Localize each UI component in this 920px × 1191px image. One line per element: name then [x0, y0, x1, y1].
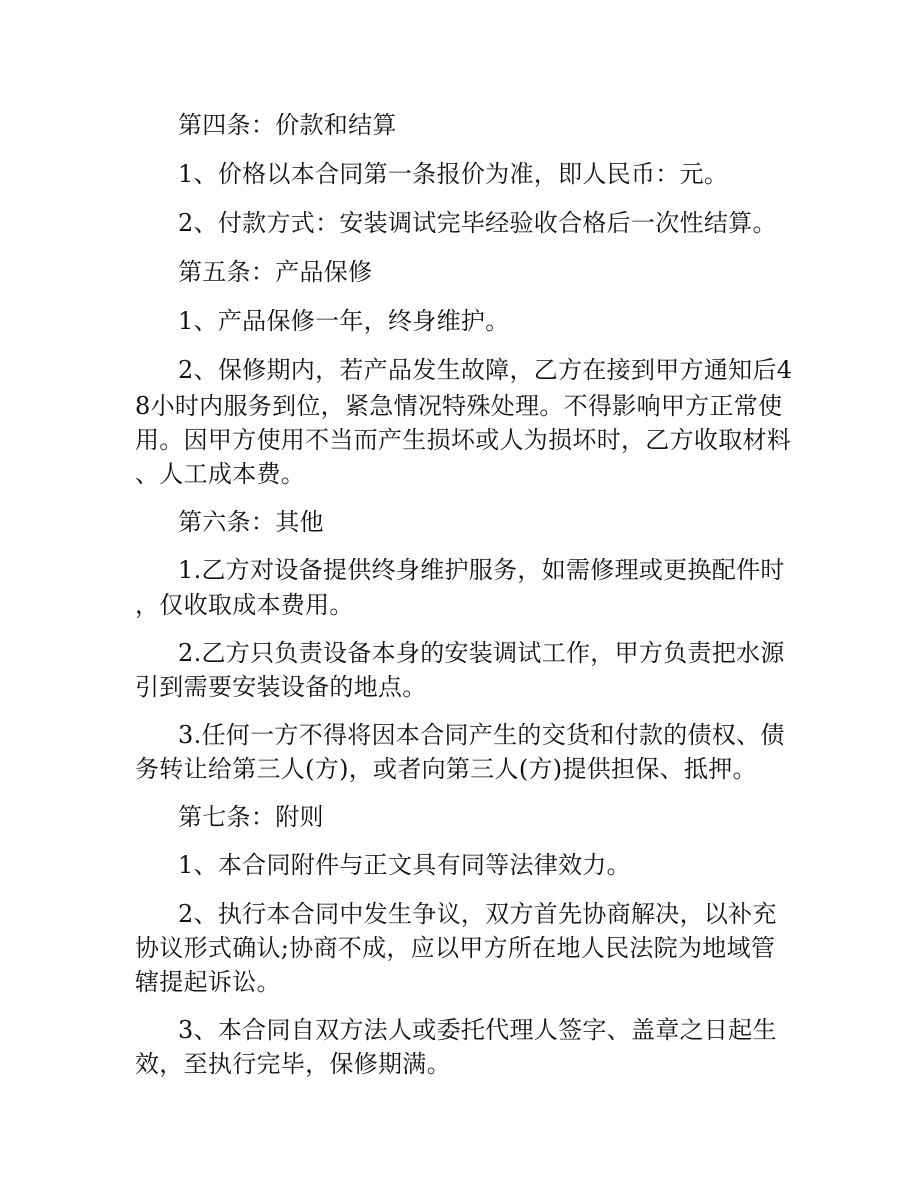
- paragraph-line: 引到需要安装设备的地点。: [135, 673, 427, 701]
- paragraph-line: 2.乙方只负责设备本身的安装调试工作，甲方负责把水源: [178, 639, 785, 667]
- paragraph-line: 用。因甲方使用不当而产生损坏或人为损坏时，乙方收取材料: [135, 426, 792, 454]
- paragraph-line: 2、执行本合同中发生争议，双方首先协商解决，以补充: [178, 900, 777, 928]
- paragraph-line: ，仅收取成本费用。: [135, 591, 354, 619]
- paragraph-line: 1、产品保修一年，终身维护。: [178, 307, 510, 335]
- paragraph-line: 3、本合同自双方法人或委托代理人签字、盖章之日起生: [178, 1016, 777, 1044]
- paragraph-line: 2、保修期内，若产品发生故障，乙方在接到甲方通知后4: [178, 356, 793, 384]
- paragraph-line: 2、付款方式：安装调试完毕经验收合格后一次性结算。: [178, 209, 777, 237]
- section-heading: 第六条：其他: [178, 508, 324, 536]
- paragraph-line: 1、本合同附件与正文具有同等法律效力。: [178, 851, 631, 879]
- section-heading: 第四条：价款和结算: [178, 111, 397, 139]
- paragraph-line: 务转让给第三人(方)，或者向第三人(方)提供担保、抵押。: [135, 755, 757, 783]
- paragraph-line: 、人工成本费。: [135, 460, 306, 488]
- paragraph-line: 3.任何一方不得将因本合同产生的交货和付款的债权、债: [178, 721, 785, 749]
- paragraph-line: 1.乙方对设备提供终身维护服务，如需修理或更换配件时: [178, 556, 785, 584]
- paragraph-line: 8小时内服务到位，紧急情况特殊处理。不得影响甲方正常使: [135, 392, 783, 420]
- section-heading: 第五条：产品保修: [178, 258, 373, 286]
- paragraph-line: 效，至执行完毕，保修期满。: [135, 1050, 451, 1078]
- paragraph-line: 辖提起诉讼。: [135, 968, 281, 996]
- section-heading: 第七条：附则: [178, 803, 324, 831]
- paragraph-line: 1、价格以本合同第一条报价为准，即人民币：元。: [178, 160, 729, 188]
- paragraph-line: 协议形式确认;协商不成，应以甲方所在地人民法院为地域管: [135, 934, 776, 962]
